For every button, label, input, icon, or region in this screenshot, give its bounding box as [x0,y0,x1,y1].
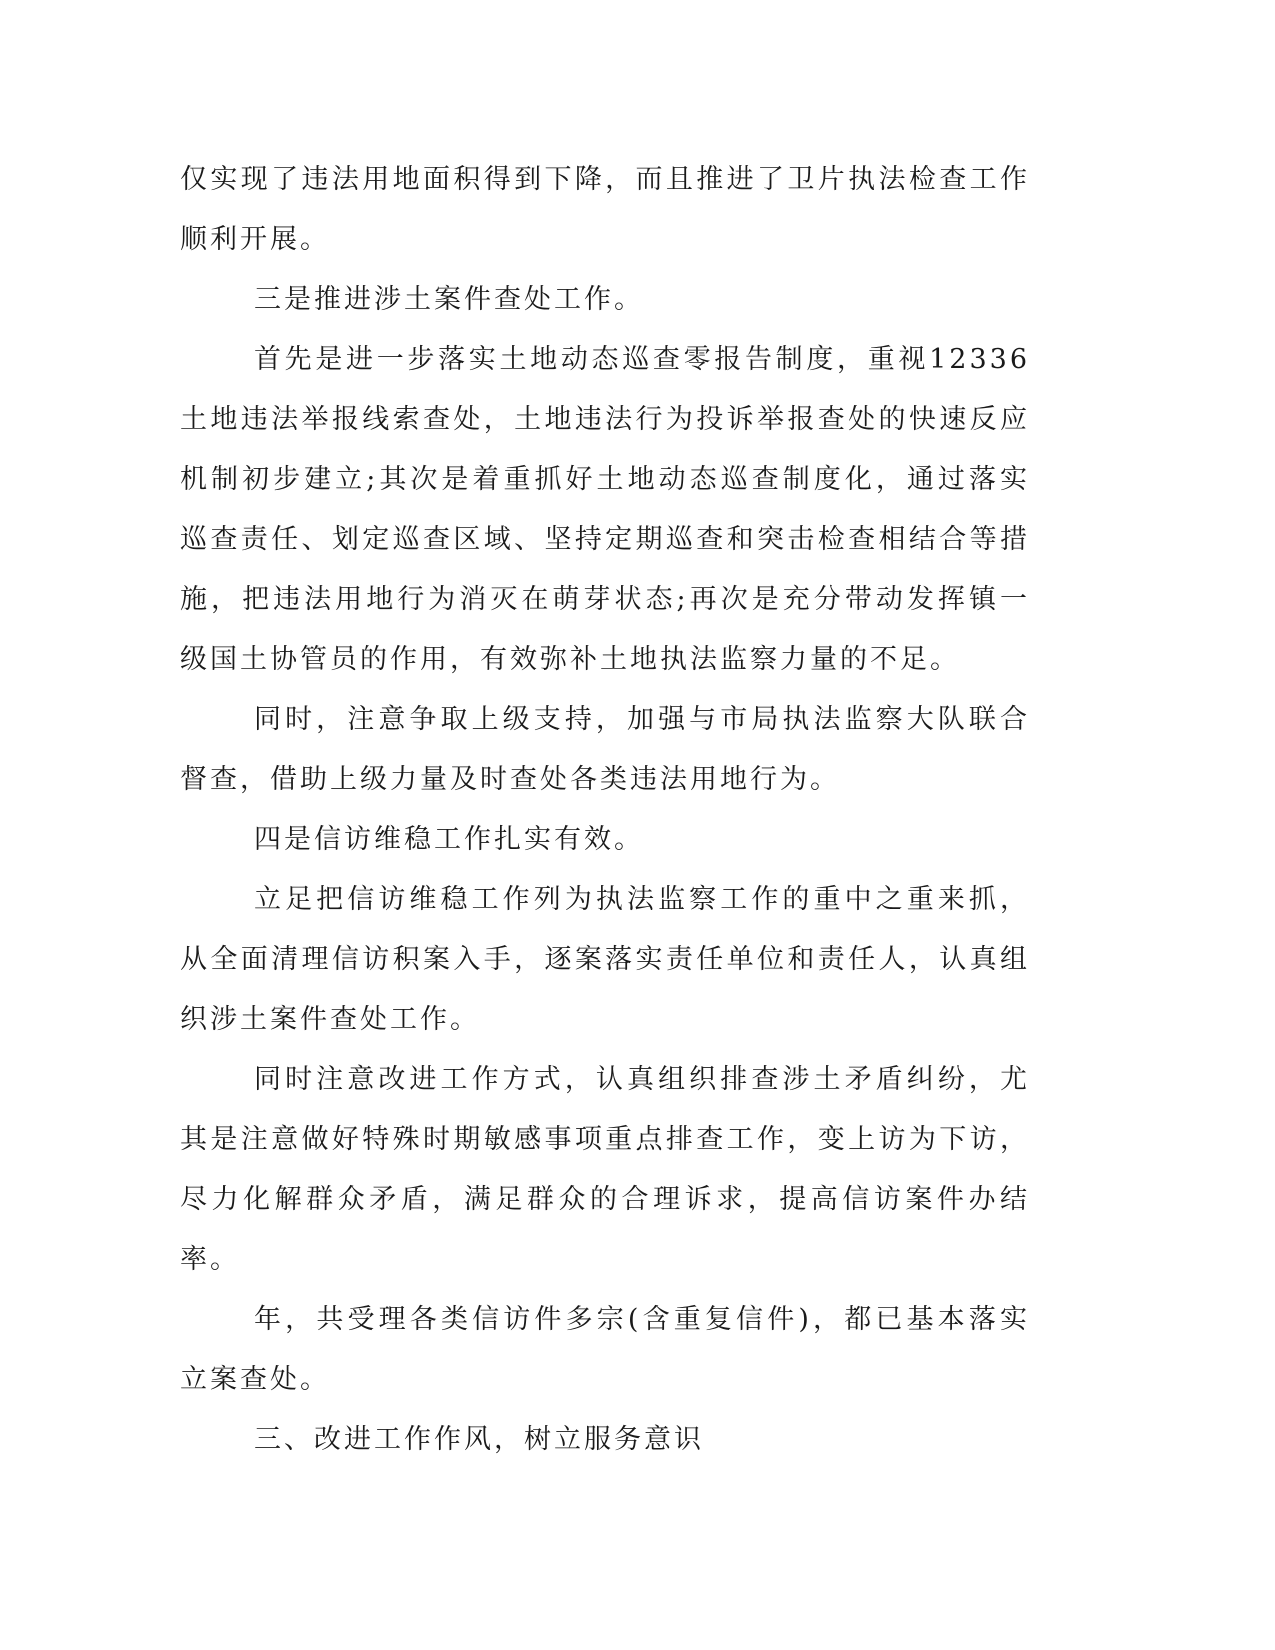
paragraph-heading-petition: 四是信访维稳工作扎实有效。 [254,824,644,855]
paragraph-petition-count: 年，共受理各类信访件多宗(含重复信件)，都已基本落实立案查处。 [180,1304,1030,1395]
paragraph-superior-support: 同时，注意争取上级支持，加强与市局执法监察大队联合督查，借助上级力量及时查处各类违法用地行为。 [180,704,1030,795]
paragraph-work-method: 同时注意改进工作方式，认真组织排查涉土矛盾纠纷，尤其是注意做好特殊时期敏感事项重点排查工作，变上访为下访，尽力化解群众矛盾，满足群众的合理诉求，提高信访案件办结率。 [180,1064,1030,1275]
paragraph-patrol-system: 首先是进一步落实土地动态巡查零报告制度，重视12336土地违法举报线索查处，土地违法行为投诉举报查处的快速反应机制初步建立;其次是着重抓好土地动态巡查制度化，通过落实巡查责任、划定巡查区域、坚持定期巡查和突击检查相结合等措施，把违法用地行为消灭在萌芽状态;再次是充分带动发挥镇一级国土协管员的作用，有效弥补土地执法监察力量的不足。 [180,344,1030,675]
paragraph-petition-focus: 立足把信访维稳工作列为执法监察工作的重中之重来抓，从全面清理信访积案入手，逐案落实责任单位和责任人，认真组织涉土案件查处工作。 [180,884,1030,1035]
section-heading-work-style: 三、改进工作作风，树立服务意识 [254,1424,704,1455]
paragraph-continuation: 仅实现了违法用地面积得到下降，而且推进了卫片执法检查工作顺利开展。 [180,164,1030,255]
document-body [180,150,1030,1470]
paragraph-heading-case-handling: 三是推进涉土案件查处工作。 [254,284,644,315]
